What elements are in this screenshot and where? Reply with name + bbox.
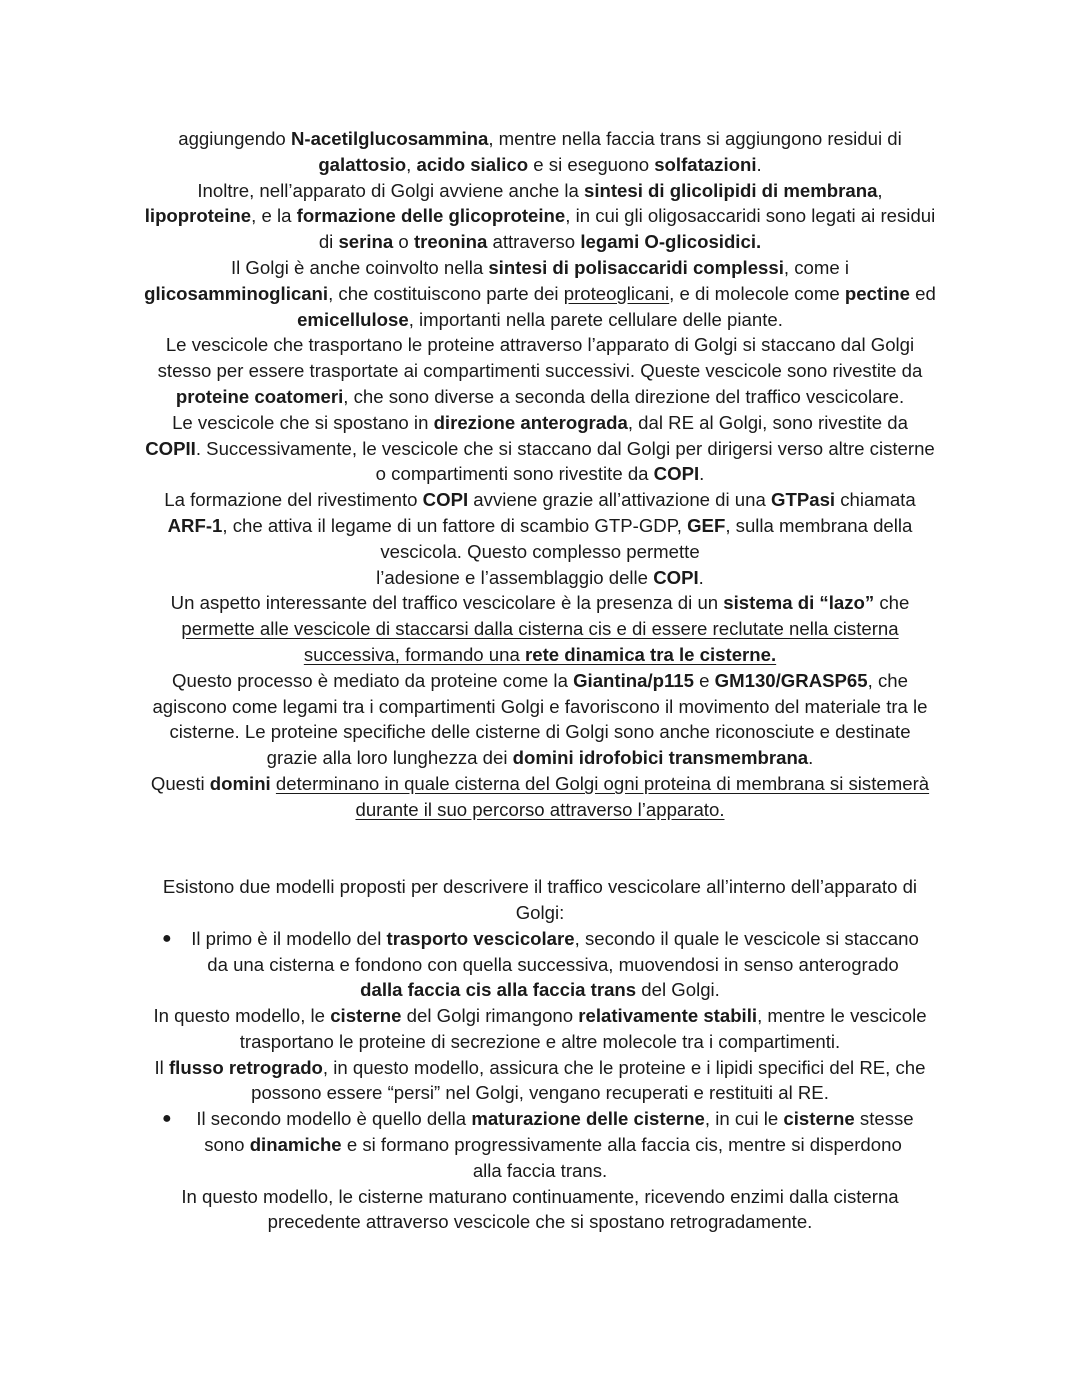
- text-line: La formazione del rivestimento COPI avviene grazie all’attivazione di una GTPasi chiamata: [164, 489, 916, 511]
- text-line: precedente attraverso vescicole che si spostano retrogradamente.: [267, 1211, 813, 1233]
- text-line: vescicola. Questo complesso permette: [380, 540, 700, 562]
- bullet-item-model-1: ● Il primo è il modello del trasporto vescicolare, secondo il quale le vescicole si staccano: [118, 926, 962, 952]
- text-line: agiscono come legami tra i compartimenti Golgi e favoriscono il movimento del materiale tra le: [152, 695, 928, 717]
- text-line: di serina o treonina attraverso legami O-glicosidici.: [318, 231, 762, 253]
- text-line: aggiungendo N-acetilglucosammina, mentre nella faccia trans si aggiungono residui di: [178, 128, 902, 149]
- text-line: permette alle vescicole di staccarsi dalla cisterna cis e di essere reclutate nella cisterna: [181, 618, 899, 640]
- bullet-icon: ●: [162, 929, 172, 947]
- text-line: possono essere “persi” nel Golgi, vengano recuperati e restituiti al RE.: [251, 1082, 829, 1104]
- text-line: stesso per essere trasportate ai compartimenti successivi. Queste vescicole sono rivestite da: [157, 360, 923, 382]
- text-line: dalla faccia cis alla faccia trans del Golgi.: [360, 979, 720, 1001]
- text-line: lipoproteine, e la formazione delle glicoproteine, in cui gli oligosaccaridi sono legati ai residui: [144, 205, 936, 227]
- text-line: Questo processo è mediato da proteine come la Giantina/p115 e GM130/GRASP65, che: [172, 669, 908, 691]
- text-line: durante il suo percorso attraverso l’apparato.: [355, 798, 725, 820]
- text-line: o compartimenti sono rivestite da COPI.: [375, 463, 705, 485]
- text-line: emicellulose, importanti nella parete cellulare delle piante.: [297, 308, 783, 330]
- section-gap: [118, 823, 962, 875]
- text-line: Un aspetto interessante del traffico vescicolare è la presenza di un sistema di “lazo” che: [170, 592, 910, 614]
- bullet-icon: ●: [162, 1110, 172, 1128]
- text-line: da una cisterna e fondono con quella successiva, muovendosi in senso anterogrado: [207, 953, 899, 975]
- bullet-item-model-2: ● Il secondo modello è quello della maturazione delle cisterne, in cui le cisterne stesse: [118, 1106, 962, 1132]
- text-line: Esistono due modelli proposti per descrivere il traffico vescicolare all’interno dell’apparato di: [162, 876, 918, 898]
- text-line: grazie alla loro lunghezza dei domini idrofobici transmembrana.: [266, 747, 814, 769]
- text-line: In questo modello, le cisterne del Golgi rimangono relativamente stabili, mentre le vescicole: [153, 1005, 927, 1027]
- text-line: COPII. Successivamente, le vescicole che si staccano dal Golgi per dirigersi verso altre cisterne: [145, 437, 935, 459]
- text-line: l’adesione e l’assemblaggio delle COPI.: [376, 566, 704, 588]
- text-line: trasportano le proteine di secrezione e altre molecole tra i compartimenti.: [239, 1030, 841, 1052]
- text-line: Le vescicole che trasportano le proteine attraverso l’apparato di Golgi si staccano dal Golgi: [165, 334, 915, 356]
- text-line: successiva, formando una rete dinamica tra le cisterne.: [303, 643, 777, 665]
- text-line: Inoltre, nell’apparato di Golgi avviene anche la sintesi di glicolipidi di membrana,: [197, 179, 883, 201]
- text-line: sono dinamiche e si formano progressivamente alla faccia cis, mentre si disperdono: [204, 1134, 902, 1156]
- document-page: [118, 126, 962, 1235]
- text-line: Il Golgi è anche coinvolto nella sintesi di polisaccaridi complessi, come i: [230, 256, 850, 278]
- text-line: alla faccia trans.: [472, 1159, 608, 1181]
- text-line: In questo modello, le cisterne maturano continuamente, ricevendo enzimi dalla cisterna: [181, 1185, 899, 1207]
- text-line: cisterne. Le proteine specifiche delle cisterne di Golgi sono anche riconosciute e destinate: [169, 721, 911, 743]
- text-line: Le vescicole che si spostano in direzione anterograda, dal RE al Golgi, sono rivestite da: [172, 411, 908, 433]
- text-line: Golgi:: [515, 901, 565, 923]
- text-line: glicosamminoglicani, che costituiscono parte dei proteoglicani, e di molecole come pectine ed: [144, 282, 936, 304]
- text-line: Il flusso retrogrado, in questo modello, assicura che le proteine e i lipidi specifici del RE, che: [154, 1056, 926, 1078]
- text-line: galattosio, acido sialico e si eseguono solfatazioni.: [318, 153, 762, 175]
- text-line: Questi domini determinano in quale cisterna del Golgi ogni proteina di membrana si sistemerà: [150, 772, 930, 794]
- text-line: ARF-1, che attiva il legame di un fattore di scambio GTP-GDP, GEF, sulla membrana della: [167, 514, 913, 536]
- text-line: proteine coatomeri, che sono diverse a seconda della direzione del traffico vescicolare.: [175, 385, 905, 407]
